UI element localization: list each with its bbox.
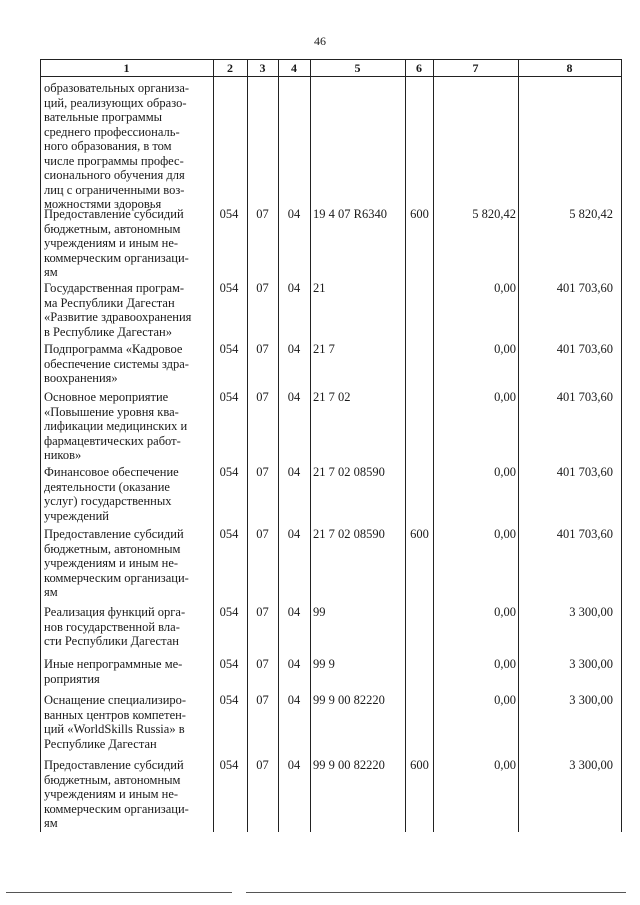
col-section-code: 07 — [256, 657, 269, 671]
col-target-article: 99 9 00 82220 — [313, 758, 385, 772]
col-expense-type: 600 — [410, 758, 429, 772]
row-name: Иные непрограммные ме- роприятия — [44, 657, 183, 686]
col-target-article: 21 7 02 08590 — [313, 465, 385, 479]
col-expense-type: 600 — [410, 527, 429, 541]
col-amount-8: 401 703,60 — [556, 465, 613, 479]
col-ministry-code: 054 — [219, 693, 239, 707]
column-divider — [621, 59, 622, 832]
col-section-code: 07 — [256, 693, 269, 707]
col-amount-8: 401 703,60 — [556, 281, 613, 295]
header-col-8: 8 — [566, 61, 573, 75]
row-name: Оснащение специализиро- ванных центров компетен- ций «WorldSkills Russia» в Республике Дагестан — [44, 693, 187, 751]
header-col-6: 6 — [416, 61, 422, 75]
col-subsection-code: 04 — [287, 281, 301, 295]
row-name: Финансовое обеспечение деятельности (оказание услуг) государственных учреждений — [44, 465, 179, 523]
header-bottom-border — [40, 76, 621, 77]
column-divider — [518, 59, 519, 832]
col-target-article: 21 7 02 08590 — [313, 527, 385, 541]
col-amount-7: 0,00 — [494, 693, 516, 707]
col-target-article: 99 9 — [313, 657, 335, 671]
col-target-article: 99 9 00 82220 — [313, 693, 385, 707]
page-number: 46 — [314, 34, 326, 48]
col-subsection-code: 04 — [287, 693, 301, 707]
col-subsection-code: 04 — [287, 465, 301, 479]
col-amount-8: 3 300,00 — [569, 657, 613, 671]
header-col-7: 7 — [472, 61, 479, 75]
row-name: Предоставление субсидий бюджетным, автономным учреждениям и иным не- коммерческим организаци- ям — [44, 527, 189, 599]
col-amount-7: 0,00 — [494, 390, 516, 404]
col-amount-8: 401 703,60 — [556, 342, 613, 356]
col-expense-type: 600 — [410, 207, 429, 221]
col-subsection-code: 04 — [287, 390, 301, 404]
page-footer-rule — [6, 892, 232, 893]
col-ministry-code: 054 — [219, 342, 239, 356]
col-target-article: 19 4 07 R6340 — [313, 207, 387, 221]
col-target-article: 21 — [313, 281, 326, 295]
col-ministry-code: 054 — [219, 758, 239, 772]
col-section-code: 07 — [256, 390, 269, 404]
col-ministry-code: 054 — [219, 390, 239, 404]
col-ministry-code: 054 — [219, 657, 239, 671]
col-target-article: 21 7 — [313, 342, 335, 356]
page-footer-rule — [246, 892, 626, 893]
col-section-code: 07 — [256, 281, 269, 295]
col-amount-7: 0,00 — [494, 758, 516, 772]
col-amount-8: 5 820,42 — [569, 207, 613, 221]
row-name: Государственная програм- ма Республики Дагестан «Развитие здравоохранения в Республике Дагестан» — [44, 281, 192, 339]
column-divider — [247, 59, 248, 832]
col-target-article: 99 — [313, 605, 326, 619]
row-name: образовательных организа- ций, реализующих образо- вательные программы среднего профессиональ- ного образования, в том числе программы профес- сионального обучения для лиц с ограниченными воз- можностями здоровья — [44, 81, 190, 211]
col-ministry-code: 054 — [219, 207, 239, 221]
row-name: Основное мероприятие «Повышение уровня ква- лификации медицинских и фармацевтических работ- ников» — [44, 390, 188, 462]
col-subsection-code: 04 — [287, 527, 301, 541]
col-amount-8: 3 300,00 — [569, 605, 613, 619]
col-amount-7: 0,00 — [494, 657, 516, 671]
header-col-4: 4 — [291, 61, 297, 75]
col-amount-8: 401 703,60 — [556, 390, 613, 404]
col-ministry-code: 054 — [219, 527, 239, 541]
col-subsection-code: 04 — [287, 605, 301, 619]
column-divider — [278, 59, 279, 832]
header-col-1: 1 — [123, 61, 130, 75]
row-name: Реализация функций орга- нов государственной вла- сти Республики Дагестан — [44, 605, 186, 648]
col-amount-7: 0,00 — [494, 342, 516, 356]
header-col-3: 3 — [259, 61, 266, 75]
col-amount-7: 5 820,42 — [472, 207, 516, 221]
col-amount-7: 0,00 — [494, 605, 516, 619]
col-section-code: 07 — [256, 465, 269, 479]
col-ministry-code: 054 — [219, 465, 239, 479]
header-col-2: 2 — [227, 61, 233, 75]
col-section-code: 07 — [256, 527, 269, 541]
col-amount-7: 0,00 — [494, 281, 516, 295]
row-name: Предоставление субсидий бюджетным, автономным учреждениям и иным не- коммерческим организаци- ям — [44, 758, 189, 830]
col-section-code: 07 — [256, 207, 269, 221]
header-col-5: 5 — [354, 61, 361, 75]
col-subsection-code: 04 — [287, 657, 301, 671]
col-section-code: 07 — [256, 605, 269, 619]
column-divider — [310, 59, 311, 832]
col-ministry-code: 054 — [219, 281, 239, 295]
col-section-code: 07 — [256, 758, 269, 772]
col-ministry-code: 054 — [219, 605, 239, 619]
column-divider — [213, 59, 214, 832]
col-amount-8: 3 300,00 — [569, 693, 613, 707]
col-subsection-code: 04 — [287, 342, 301, 356]
col-amount-8: 3 300,00 — [569, 758, 613, 772]
row-name: Предоставление субсидий бюджетным, автономным учреждениям и иным не- коммерческим организаци- ям — [44, 207, 189, 279]
col-amount-8: 401 703,60 — [556, 527, 613, 541]
col-subsection-code: 04 — [287, 207, 301, 221]
column-divider — [433, 59, 434, 832]
col-amount-7: 0,00 — [494, 465, 516, 479]
col-target-article: 21 7 02 — [313, 390, 351, 404]
col-section-code: 07 — [256, 342, 269, 356]
column-divider — [40, 59, 41, 832]
col-amount-7: 0,00 — [494, 527, 516, 541]
row-name: Подпрограмма «Кадровое обеспечение системы здра- воохранения» — [44, 342, 189, 385]
col-subsection-code: 04 — [287, 758, 301, 772]
column-divider — [405, 59, 406, 832]
